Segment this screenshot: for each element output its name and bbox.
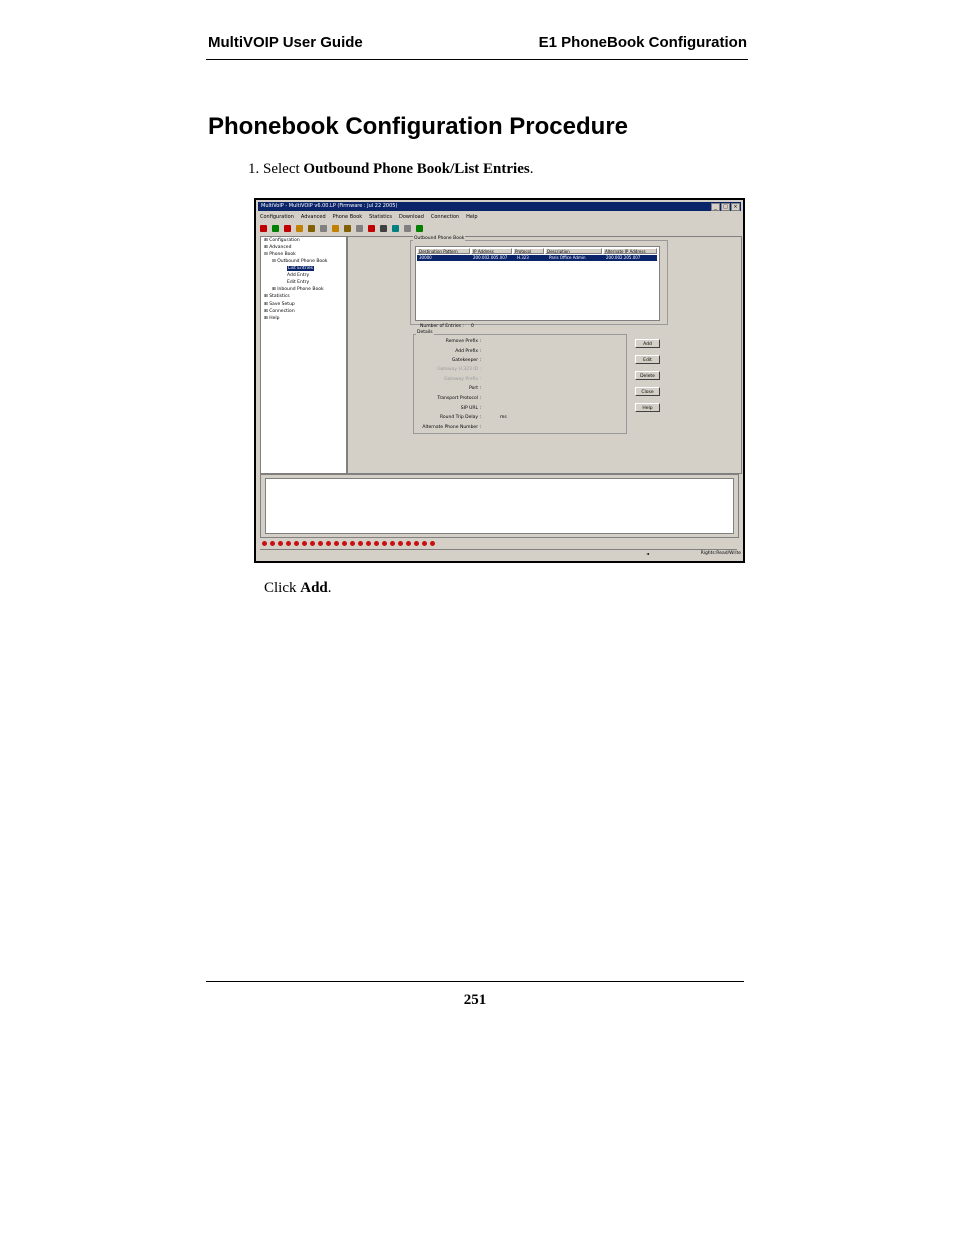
channel-led-icon	[398, 541, 403, 546]
channel-led-icon	[294, 541, 299, 546]
tree-item-configuration[interactable]: ⊞ Configuration	[264, 238, 300, 243]
channel-led-icon	[390, 541, 395, 546]
window-title: MultiVoIP - MultiVOIP v6.00.LP (Firmware : Jul 22 2005)	[261, 203, 398, 209]
channel-led-icon	[374, 541, 379, 546]
delete-button[interactable]: Delete	[635, 371, 660, 380]
status-bar	[260, 549, 737, 558]
step-1	[248, 161, 533, 178]
step-1-menu-path: Outbound Phone Book/List Entries	[303, 161, 530, 177]
maximize-button[interactable]: □	[721, 203, 730, 211]
toolbar-button-icon[interactable]	[344, 225, 351, 232]
channel-led-icon	[270, 541, 275, 546]
scroll-left-icon[interactable]: ◄	[646, 551, 650, 556]
running-header-left: MultiVOIP User Guide	[208, 34, 363, 51]
channel-led-icon	[342, 541, 347, 546]
toolbar-button-icon[interactable]	[320, 225, 327, 232]
toolbar-button-icon[interactable]	[404, 225, 411, 232]
channel-led-icon	[326, 541, 331, 546]
menu-advanced[interactable]: Advanced	[300, 214, 326, 220]
outbound-phonebook-group-label: Outbound Phone Book	[414, 236, 465, 241]
channel-led-icon	[358, 541, 363, 546]
channel-led-icon	[334, 541, 339, 546]
tree-item-edit-entry[interactable]: Edit Entry	[287, 280, 310, 285]
tree-item-outbound-phone-book[interactable]: ⊟ Outbound Phone Book	[272, 259, 328, 264]
menu-help[interactable]: Help	[466, 214, 478, 220]
window-controls	[711, 203, 740, 211]
menu-configuration[interactable]: Configuration	[260, 214, 294, 220]
channel-status-leds	[260, 539, 739, 547]
gatekeeper-label: Gatekeeper :	[451, 358, 481, 363]
help-button[interactable]: Help	[635, 403, 660, 412]
log-panel	[260, 474, 739, 538]
table-cell: 200.002.205.007	[606, 255, 641, 260]
toolbar-button-icon[interactable]	[380, 225, 387, 232]
gateway-prefix-label: Gateway Prefix :	[444, 377, 481, 382]
channel-led-icon	[286, 541, 291, 546]
tree-item-phone-book[interactable]: ⊟ Phone Book	[264, 252, 296, 257]
instruction-click-add	[264, 580, 332, 597]
table-cell: 30000	[419, 255, 432, 260]
channel-led-icon	[430, 541, 435, 546]
gateway-h323-label: Gateway H.323 ID :	[437, 367, 481, 372]
toolbar-button-icon[interactable]	[260, 225, 267, 232]
log-text-area[interactable]	[265, 478, 734, 534]
click-suffix: .	[327, 580, 332, 596]
toolbar-button-icon[interactable]	[332, 225, 339, 232]
toolbar-button-icon[interactable]	[356, 225, 363, 232]
column-header[interactable]: IP Address	[471, 248, 512, 254]
channel-led-icon	[262, 541, 267, 546]
column-header[interactable]: Destination Pattern	[417, 248, 470, 254]
minimize-button[interactable]: _	[711, 203, 720, 211]
alternate-phone-label: Alternate Phone Number :	[422, 425, 481, 430]
tree-item-statistics[interactable]: ⊞ Statistics	[264, 294, 290, 299]
toolbar-button-icon[interactable]	[416, 225, 423, 232]
close-button[interactable]: Close	[635, 387, 660, 396]
channel-led-icon	[310, 541, 315, 546]
menu-phone-book[interactable]: Phone Book	[332, 214, 363, 220]
tree-item-list-entries[interactable]: List Entries	[288, 266, 313, 271]
tree-item-add-entry[interactable]: Add Entry	[287, 273, 310, 278]
channel-led-icon	[422, 541, 427, 546]
channel-led-icon	[350, 541, 355, 546]
column-header[interactable]: Alternate IP Address	[603, 248, 657, 254]
menu-download[interactable]: Download	[399, 214, 424, 220]
table-cell: H.323	[517, 255, 529, 260]
table-cell: Paris Office Admin	[549, 255, 586, 260]
channel-led-icon	[406, 541, 411, 546]
navigation-tree	[260, 236, 347, 474]
click-prefix: Click	[264, 580, 301, 596]
toolbar-button-icon[interactable]	[272, 225, 279, 232]
port-label: Port :	[469, 386, 481, 391]
add-prefix-label: Add Prefix :	[455, 349, 481, 354]
details-group-label: Details	[417, 330, 433, 335]
channel-led-icon	[302, 541, 307, 546]
page-number: 251	[463, 992, 487, 1008]
channel-led-icon	[382, 541, 387, 546]
channel-led-icon	[318, 541, 323, 546]
transport-protocol-label: Transport Protocol :	[437, 396, 481, 401]
remove-prefix-label: Remove Prefix :	[445, 339, 481, 344]
column-header[interactable]: Description	[545, 248, 602, 254]
toolbar-button-icon[interactable]	[392, 225, 399, 232]
running-header-right: E1 PhoneBook Configuration	[538, 34, 747, 51]
click-button-name: Add	[300, 580, 328, 596]
access-rights-status: Rights:Read/Write	[700, 551, 741, 556]
section-title: Phonebook Configuration Procedure	[208, 113, 629, 140]
step-1-suffix: .	[529, 161, 534, 177]
channel-led-icon	[414, 541, 419, 546]
step-1-prefix: 1. Select	[248, 161, 304, 177]
sip-url-label: SIP URL :	[460, 406, 481, 411]
tree-item-help[interactable]: ⊞ Help	[264, 316, 280, 321]
toolbar-button-icon[interactable]	[284, 225, 291, 232]
entries-value: 0	[471, 324, 474, 329]
header-rule	[206, 59, 748, 60]
entries-label: Number of Entries :	[420, 324, 464, 329]
tree-item-connection[interactable]: ⊞ Connection	[264, 309, 295, 314]
column-header[interactable]: Protocol	[513, 248, 544, 254]
channel-led-icon	[366, 541, 371, 546]
menu-statistics[interactable]: Statistics	[369, 214, 393, 220]
phonebook-table[interactable]	[415, 246, 660, 321]
toolbar	[260, 222, 423, 234]
toolbar-button-icon[interactable]	[368, 225, 375, 232]
window-titlebar	[258, 202, 741, 211]
tree-item-inbound-phone-book[interactable]: ⊞ Inbound Phone Book	[272, 287, 324, 292]
toolbar-button-icon[interactable]	[308, 225, 315, 232]
menu-connection[interactable]: Connection	[430, 214, 460, 220]
menu-bar	[260, 213, 478, 221]
footer-rule	[206, 981, 744, 982]
round-trip-unit: ms	[500, 415, 507, 420]
multivoip-screenshot	[254, 198, 745, 563]
tree-item-save-setup[interactable]: ⊞ Save Setup	[264, 302, 295, 307]
channel-led-icon	[278, 541, 283, 546]
table-cell: 200.002.005.007	[473, 255, 508, 260]
close-window-button[interactable]: ×	[731, 203, 740, 211]
round-trip-delay-label: Round Trip Delay :	[440, 415, 481, 420]
edit-button[interactable]: Edit	[635, 355, 660, 364]
toolbar-button-icon[interactable]	[296, 225, 303, 232]
tree-item-advanced[interactable]: ⊞ Advanced	[264, 245, 292, 250]
add-button[interactable]: Add	[635, 339, 660, 348]
